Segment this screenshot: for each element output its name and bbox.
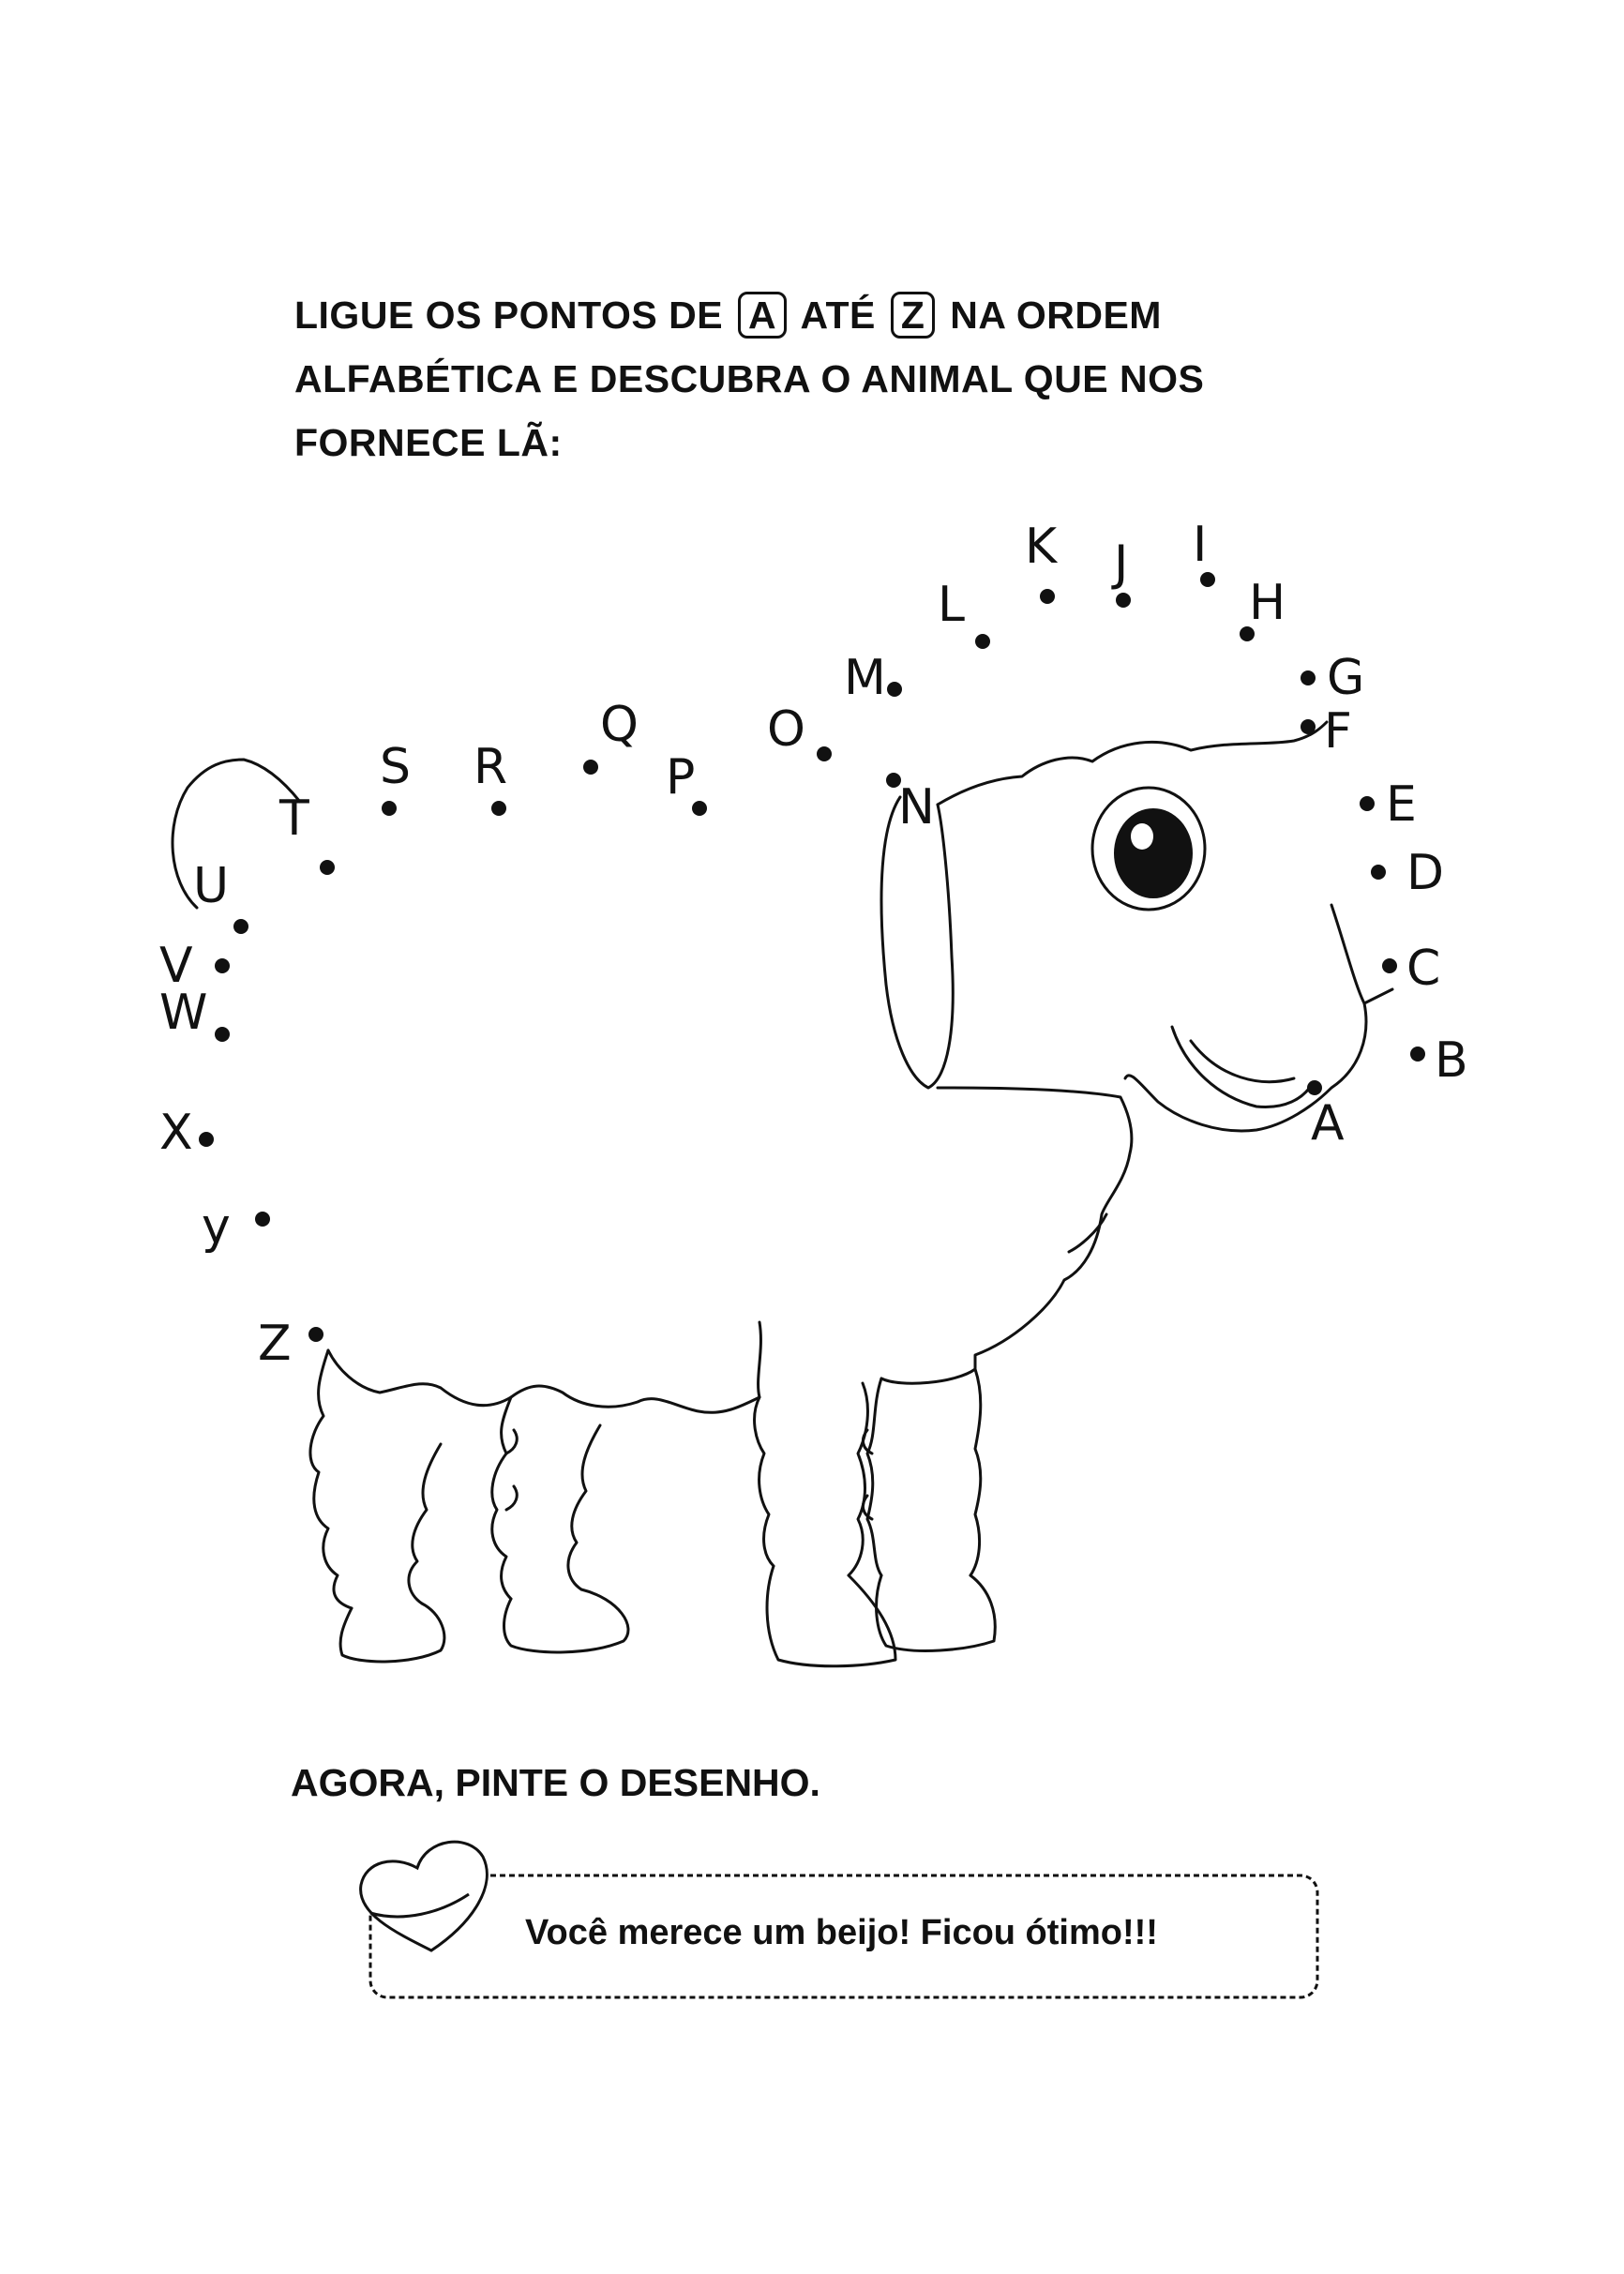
dot-label-r: R [474, 739, 508, 795]
dot-label-e: E [1386, 776, 1417, 833]
dot-s [382, 801, 397, 816]
dot-label-v: V [159, 938, 193, 994]
dot-label-l: L [938, 577, 965, 633]
dot-label-y: y [202, 1198, 231, 1255]
dot-v [215, 958, 230, 973]
dot-labels [159, 517, 1468, 1372]
dot-label-b: B [1435, 1032, 1468, 1089]
instruction-line-3: FORNECE LÃ: [294, 421, 563, 464]
dot-label-j: J [1114, 535, 1129, 592]
sheep-belly [328, 1350, 759, 1412]
back-right-leg-inner [568, 1425, 600, 1589]
dot-label-z: Z [258, 1316, 292, 1372]
dot-c [1382, 958, 1397, 973]
dot-label-p: P [666, 749, 696, 806]
dot-label-q: Q [600, 697, 639, 753]
start-letter-box: A [738, 292, 787, 339]
dot-label-s: S [380, 739, 412, 795]
dot-label-g: G [1327, 650, 1365, 706]
instruction-part-3: NA ORDEM [950, 294, 1162, 337]
dot-m [887, 682, 902, 697]
sheep-body-outline [881, 1088, 1132, 1383]
dot-label-k: K [1025, 519, 1058, 575]
dot-e [1360, 796, 1375, 811]
dot-g [1301, 670, 1316, 685]
dot-label-f: F [1324, 703, 1352, 760]
dot-t [320, 860, 335, 875]
sheep-pupil-highlight [1131, 823, 1153, 850]
sheep-ear [881, 797, 953, 1088]
sheep-chin [1364, 989, 1392, 1003]
dot-label-d: D [1406, 845, 1445, 901]
front-left-leg-inner [849, 1383, 867, 1575]
dot-label-o: O [767, 701, 805, 758]
sheep-mouth [1172, 1027, 1313, 1107]
front-left-leg [755, 1322, 774, 1566]
front-right-hoof [877, 1575, 996, 1650]
dot-i [1200, 572, 1215, 587]
dot-b [1410, 1047, 1425, 1062]
dot-label-h: H [1249, 575, 1286, 631]
dot-q [583, 760, 598, 775]
dot-l [975, 634, 990, 649]
coloring-instruction: AGORA, PINTE O DESENHO. [291, 1761, 820, 1804]
back-left-leg-inner [409, 1444, 441, 1604]
instruction-line-2: ALFABÉTICA E DESCUBRA O ANIMAL QUE NOS [294, 357, 1205, 400]
back-left-leg [310, 1350, 352, 1608]
dot-y [255, 1212, 270, 1227]
sheep-head-outline [938, 722, 1327, 805]
dot-r [491, 801, 506, 816]
dot-f [1301, 719, 1316, 734]
dot-o [817, 746, 832, 761]
dot-label-a: A [1311, 1095, 1345, 1152]
sheep-teeth [1191, 1041, 1294, 1082]
front-right-leg-inner [970, 1369, 981, 1575]
back-left-hoof [340, 1604, 444, 1662]
dot-label-w: W [159, 985, 208, 1041]
dot-a [1307, 1080, 1322, 1095]
dot-label-m: M [844, 650, 886, 706]
dot-label-c: C [1406, 941, 1441, 997]
dot-j [1116, 593, 1131, 608]
dot-u [233, 919, 248, 934]
praise-message: Você merece um beijo! Ficou ótimo!!! [525, 1913, 1158, 1952]
dot-label-n: N [898, 779, 935, 836]
sheep-pupil [1114, 808, 1193, 898]
wool-scallops [506, 1430, 872, 1519]
dot-label-x: X [159, 1105, 193, 1161]
dot-label-t: T [279, 791, 309, 847]
instruction-part-2: ATÉ [800, 294, 876, 337]
dot-label-u: U [193, 858, 230, 914]
back-right-hoof [504, 1589, 628, 1652]
end-letter-box: Z [891, 292, 936, 339]
dot-d [1371, 865, 1386, 880]
dot-label-i: I [1193, 517, 1208, 573]
dot-x [199, 1132, 214, 1147]
front-right-leg [867, 1378, 881, 1575]
back-right-leg [492, 1397, 511, 1599]
dot-z [308, 1327, 323, 1342]
instruction-part-1: LIGUE OS PONTOS DE [294, 294, 724, 337]
dot-w [215, 1027, 230, 1042]
dot-k [1040, 589, 1055, 604]
